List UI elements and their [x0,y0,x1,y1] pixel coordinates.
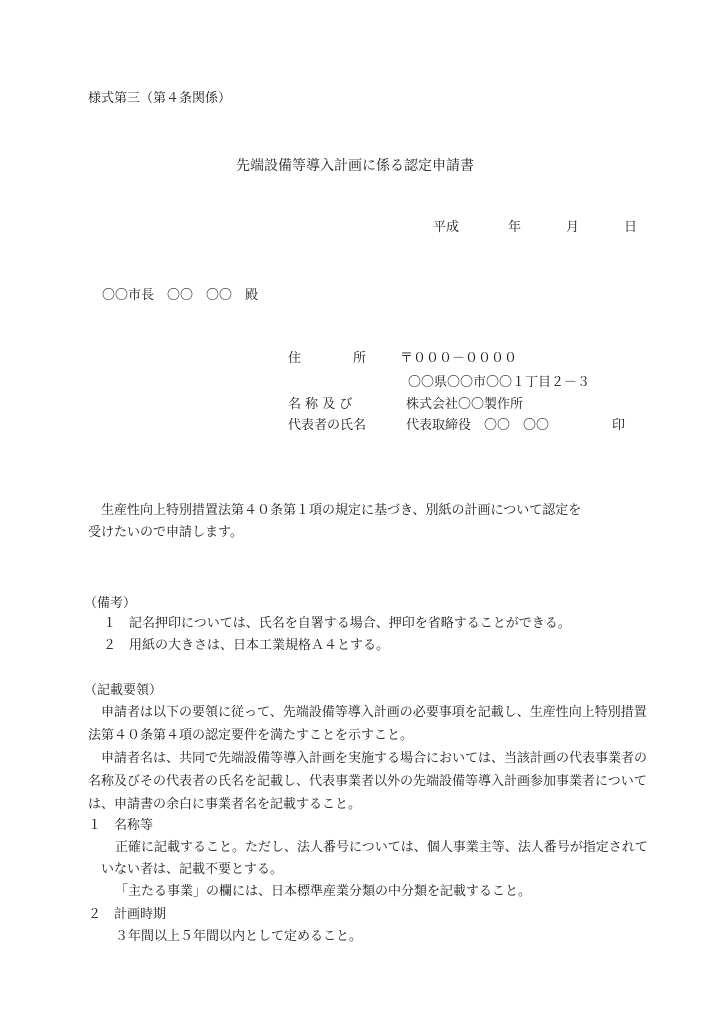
address-line: 〇〇県〇〇市〇〇１丁目２－３ [408,375,591,390]
postal-code: 〒０００－００００ [400,351,518,366]
notes-heading: （備考） [84,596,137,611]
instruction-line: 申請者は以下の要領に従って、先端設備等導入計画の必要事項を記載し、生産性向上特別措置 [88,705,647,720]
company-name: 株式会社〇〇製作所 [406,397,524,412]
addressee: 〇〇市長 〇〇 〇〇 殿 [102,288,259,303]
section-line: ３年間以上５年間以内として定めること。 [115,929,363,944]
instruction-line: は、申請書の余白に事業者名を記載すること。 [88,797,362,812]
document-title: 先端設備等導入計画に係る認定申請書 [236,158,474,174]
section-line: 正確に記載すること。ただし、法人番号については、個人事業主等、法人番号が指定されて [115,840,648,855]
request-line: 受けたいので申請します。 [88,525,243,540]
form-number: 様式第三（第４条関係） [88,91,232,106]
date-day: 日 [624,220,638,235]
date-year: 年 [508,220,522,235]
instruction-line: 名称及びその代表者の氏名を記載し、代表事業者以外の先端設備等導入計画参加事業者について [88,774,647,789]
address-label: 住 所 [288,351,367,366]
note-item: １ 記名押印については、氏名を自署する場合、押印を省略することができる。 [103,616,571,631]
instructions-heading: （記載要領） [84,683,163,698]
section-heading: ２ 計画時期 [88,907,167,922]
note-item: ２ 用紙の大きさは、日本工業規格Ａ４とする。 [103,638,390,653]
instruction-line: 法第４０条第４項の認定要件を満たすことを示すこと。 [88,728,414,743]
representative-name: 代表取締役 〇〇 〇〇 [406,418,550,433]
seal-mark: 印 [612,418,626,433]
date-era: 平成 [433,220,460,235]
representative-label: 代表者の氏名 [288,418,367,433]
section-line: いない者は、記載不要とする。 [101,862,284,877]
request-line: 生産性向上特別措置法第４０条第１項の規定に基づき、別紙の計画について認定を [88,503,582,518]
name-label: 名 称 及 び [288,397,353,412]
section-heading: １ 名称等 [88,818,154,833]
instruction-line: 申請者名は、共同で先端設備等導入計画を実施する場合においては、当該計画の代表事業者の [88,751,648,766]
date-month: 月 [566,220,580,235]
section-line: 「主たる事業」の欄には、日本標準産業分類の中分類を記載すること。 [115,884,532,899]
